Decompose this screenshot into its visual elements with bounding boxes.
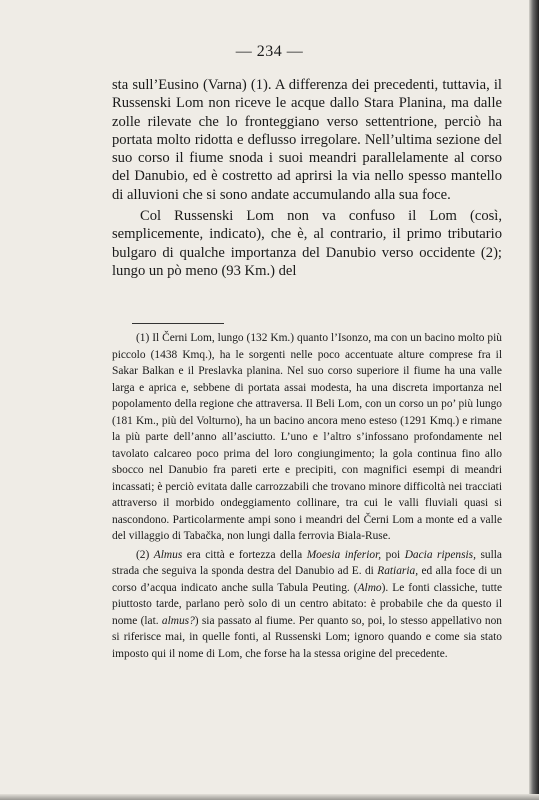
footnote-2-text: era città e fortezza della <box>182 548 307 561</box>
footnote-2 <box>112 547 502 663</box>
footnote-2-almus-q: almus? <box>161 614 195 627</box>
footnote-2-text: poi <box>381 548 405 561</box>
page-edge-shadow <box>529 0 539 800</box>
footnote-2-dacia: Dacia ripensis, <box>404 548 476 561</box>
main-paragraph-1: sta sull’Eusino (Varna) (1). A differenza dei precedenti, tuttavia, il Russenski Lom non riceve le acque dallo Stara Planina, ma dalle zolle rilevate che lo fronteggiano verso settentrione, perciò ha portata molto ridotta e deflusso irregolare. Nell’ultima sezione del suo corso il fiume snoda i suoi meandri parallelamente al corso del Danubio, ed è costretto ad aprirsi la via nello spesso mantello di alluvioni che si sono andate accumulando alla sua foce. <box>112 77 502 203</box>
footnote-1: (1) Il Černi Lom, lungo (132 Km.) quanto l’Isonzo, ma con un bacino molto più piccolo (1438 Kmq.), ha le sorgenti nelle poco accentuate alture comprese fra il Sakar Balkan e il Preslavka planina. Nel suo corso superiore il fiume ha una valle larga e aprica e, sebbene di portata assai modesta, ha una discreta importanza nel popolamento della regione che attraversa. Il Beli Lom, con un corso un po’ più lungo (181 Km., più del Volturno), ha un bacino ancora meno esteso (1291 Kmq.) e rimane la più parte dell’anno all’asciutto. L’uno e l’altro s’infossano profondamente nel tavolato calcareo poco prima del loro congiungimento; la gola continua fino allo sbocco nel Danubio fra pareti erte e precipiti, con magnifici esempi di meandri incassati; è perciò evitata dalle carrozzabili che trovano minore difficoltà nei tracciati attraverso il morbido ondeggiamento collinare, tra cui le valli fluviali quasi si nascondono. Particolarmente ampi sono i meandri del Černi Lom a monte ed a valle del villaggio di Tabačka, non lungi dalla ferrovia Biala-Ruse. <box>112 332 502 542</box>
page-bottom-edge <box>0 794 539 800</box>
footnote-2-moesia: Moesia inferior, <box>306 548 382 561</box>
footnote-separator <box>132 323 224 324</box>
footnote-2-text: ). Le fonti classiche, tutte piuttosto tarde, parlano però solo di un centro abitato: è probabile che da questo il nome (lat. <box>112 581 503 627</box>
footnotes <box>112 330 502 662</box>
footnote-2-almo: Almo <box>357 581 382 594</box>
footnote-2-text: sulla strada che seguiva la sponda destra del Danubio ad E. di <box>112 548 502 577</box>
footnote-2-text: ) sia passato al fiume. Per quanto so, poi, lo stesso appellativo non si riferisce mai, in quelle fonti, al Russenski Lom; ignoro quando e come sia stato imposto qui il nome di Lom, che forse ha la stessa origine del precedente. <box>112 614 502 660</box>
main-paragraph-2: Col Russenski Lom non va confuso il Lom (così, semplicemente, indicato), che è, al contrario, il primo tributario bulgaro di qualche importanza del Danubio verso occidente (2); lungo un pò meno (93 Km.) del <box>112 208 502 279</box>
page-number: — 234 — <box>235 43 304 60</box>
footnote-2-almus: Almus <box>153 548 183 561</box>
footnote-2-marker: (2) <box>136 548 154 561</box>
footnote-2-text: ed alla foce di un corso d’acqua indicato anche sulla Tabula Peuting. ( <box>112 565 503 594</box>
main-text <box>112 76 502 280</box>
footnote-2-ratiaria: Ratiaria, <box>377 565 419 577</box>
